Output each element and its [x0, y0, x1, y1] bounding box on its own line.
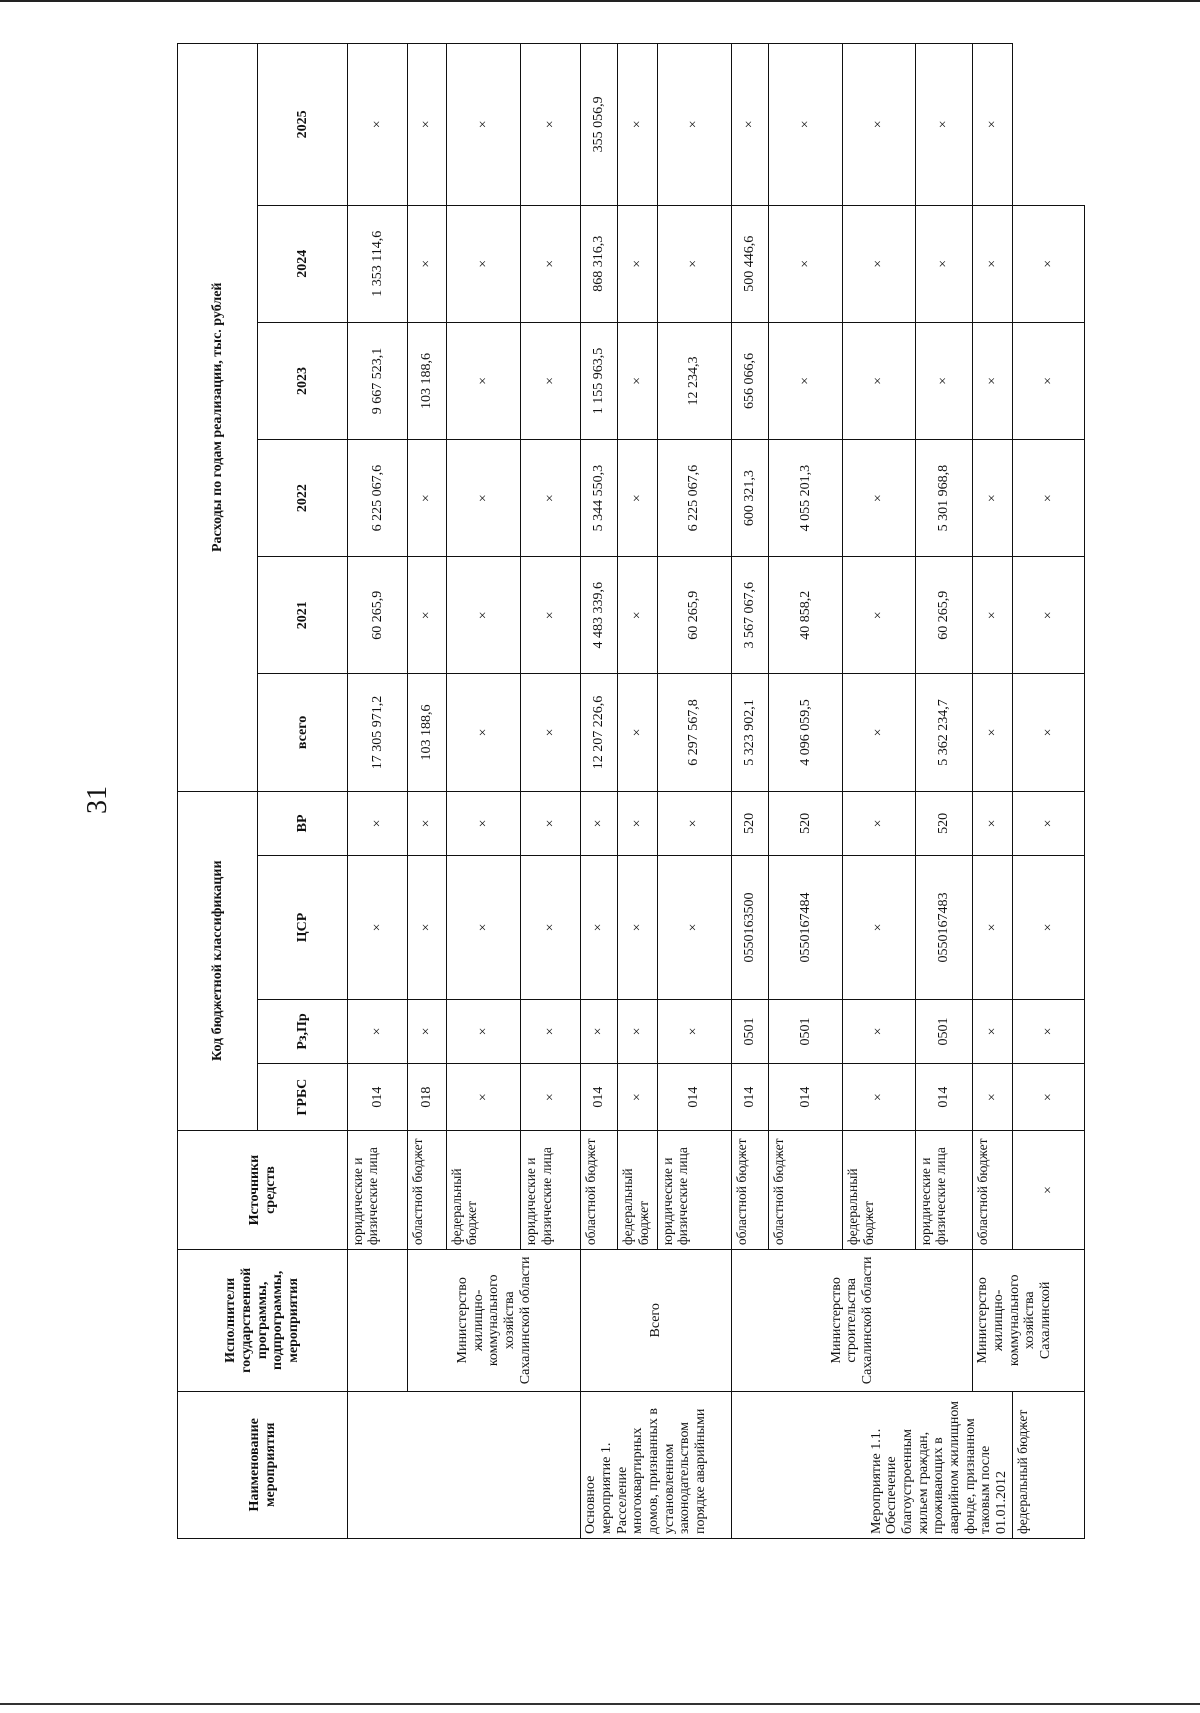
table-row	[973, 44, 1012, 1539]
vr-cell: ×	[657, 791, 731, 856]
executor-cell-total: Всего	[581, 1250, 732, 1391]
y2022-cell: 6 225 067,6	[348, 440, 408, 557]
rzpr-cell: 0501	[915, 999, 973, 1064]
col-header-expenses: Расходы по годам реализации, тыс. рублей	[178, 44, 258, 792]
y2022-cell: ×	[618, 440, 657, 557]
executor-cell-empty	[348, 1250, 408, 1391]
top-border-line	[0, 0, 1200, 2]
source-cell: юридические и физические лица	[348, 1130, 408, 1249]
vr-cell: ×	[973, 791, 1012, 856]
csr-cell: ×	[521, 856, 581, 999]
y2024-cell: ×	[915, 205, 973, 322]
grbs-cell: ×	[447, 1064, 521, 1131]
vr-cell: ×	[447, 791, 521, 856]
y2021-cell: ×	[521, 557, 581, 674]
y2024-cell: ×	[657, 205, 731, 322]
vr-cell: ×	[843, 791, 915, 856]
total-cell: ×	[521, 674, 581, 791]
event-1-1-name: Мероприятие 1.1. Обеспечение благоустроенным жильем граждан, проживающих в аварийном жилищном фонде, признанном таковым после 01.01.2012	[731, 1391, 1012, 1538]
col-header-sources: Источники средств	[178, 1130, 348, 1249]
y2021-cell: ×	[843, 557, 915, 674]
grbs-cell: 014	[657, 1064, 731, 1131]
total-cell: 5 362 234,7	[915, 674, 973, 791]
total-cell: 17 305 971,2	[348, 674, 408, 791]
total-cell: 5 323 902,1	[731, 674, 768, 791]
csr-cell: ×	[973, 856, 1012, 999]
source-cell: юридические и физические лица	[521, 1130, 581, 1249]
csr-cell: ×	[407, 856, 446, 999]
vr-cell: ×	[407, 791, 446, 856]
y2021-cell: ×	[407, 557, 446, 674]
y2022-cell: 6 225 067,6	[657, 440, 731, 557]
csr-cell: ×	[447, 856, 521, 999]
col-header-2025: 2025	[258, 44, 348, 206]
csr-cell: ×	[657, 856, 731, 999]
grbs-cell: ×	[843, 1064, 915, 1131]
y2023-cell: ×	[521, 322, 581, 439]
csr-cell: ×	[843, 856, 915, 999]
y2025-cell: ×	[618, 44, 657, 206]
y2025-cell: ×	[447, 44, 521, 206]
rzpr-cell: ×	[407, 999, 446, 1064]
grbs-cell: 014	[915, 1064, 973, 1131]
y2023-cell: ×	[843, 322, 915, 439]
total-cell: ×	[447, 674, 521, 791]
name-cell-empty	[348, 1391, 581, 1538]
total-cell: ×	[973, 674, 1012, 791]
y2021-cell: ×	[618, 557, 657, 674]
col-header-rzpr: Рз,Пр	[258, 999, 348, 1064]
y2025-cell: ×	[973, 44, 1012, 206]
table-row	[731, 44, 768, 1539]
csr-cell: ×	[1012, 999, 1084, 1064]
bottom-border-line	[0, 1703, 1200, 1705]
y2021-cell: 60 265,9	[657, 557, 731, 674]
y2025-cell: ×	[769, 44, 843, 206]
y2025-cell: ×	[731, 44, 768, 206]
y2025-cell: ×	[657, 44, 731, 206]
rotated-table-wrapper	[177, 43, 1085, 1539]
y2023-cell: ×	[973, 322, 1012, 439]
y2021-cell: ×	[447, 557, 521, 674]
y2025-cell: ×	[348, 44, 408, 206]
grbs-cell: 014	[731, 1064, 768, 1131]
y2021-cell: 40 858,2	[769, 557, 843, 674]
col-header-vr: ВР	[258, 791, 348, 856]
y2023-cell: 1 155 963,5	[581, 322, 618, 439]
y2024-cell: 1 353 114,6	[348, 205, 408, 322]
vr-cell: ×	[521, 791, 581, 856]
source-cell: федеральный бюджет	[447, 1130, 521, 1249]
y2021-cell: 4 483 339,6	[581, 557, 618, 674]
rzpr-cell: ×	[521, 999, 581, 1064]
col-header-2024: 2024	[258, 205, 348, 322]
y2024-cell: ×	[618, 205, 657, 322]
y2024-cell: ×	[973, 205, 1012, 322]
y2022-cell: 4 055 201,3	[769, 440, 843, 557]
source-cell: федеральный бюджет	[618, 1130, 657, 1249]
y2022-cell: ×	[407, 440, 446, 557]
vr-cell: ×	[581, 791, 618, 856]
grbs-cell: 018	[407, 1064, 446, 1131]
y2025-cell: ×	[521, 44, 581, 206]
y2021-cell: 60 265,9	[915, 557, 973, 674]
source-cell: областной бюджет	[581, 1130, 618, 1249]
grbs-cell: ×	[1012, 1130, 1084, 1249]
source-cell: областной бюджет	[731, 1130, 768, 1249]
y2023-cell: ×	[447, 322, 521, 439]
col-header-2021: 2021	[258, 557, 348, 674]
col-header-name: Наименование мероприятия	[178, 1391, 348, 1538]
vr-cell: ×	[1012, 856, 1084, 999]
rzpr-cell: ×	[973, 999, 1012, 1064]
col-header-csr: ЦСР	[258, 856, 348, 999]
vr-cell: ×	[618, 791, 657, 856]
col-header-budget-code: Код бюджетной классификации	[178, 791, 258, 1130]
y2022-cell: ×	[843, 440, 915, 557]
y2025-cell: ×	[915, 44, 973, 206]
y2021-cell: 3 567 067,6	[731, 557, 768, 674]
executor-cell-zhkh: Министерство жилищно-коммунального хозяйства Сахалинской	[973, 1250, 1085, 1391]
y2024-cell: ×	[843, 205, 915, 322]
source-cell: областной бюджет	[769, 1130, 843, 1249]
y2023-cell: 12 234,3	[657, 322, 731, 439]
table-row	[407, 44, 446, 1539]
rzpr-cell: 0501	[769, 999, 843, 1064]
grbs-cell: ×	[521, 1064, 581, 1131]
executor-cell-build: Министерство строительства Сахалинской области	[731, 1250, 973, 1391]
total-cell: 6 297 567,8	[657, 674, 731, 791]
y2023-cell: ×	[1012, 440, 1084, 557]
csr-cell: 0550163500	[731, 856, 768, 999]
col-header-executors: Исполнители государственной программы, подпрограммы, мероприятия	[178, 1250, 348, 1391]
source-cell: федеральный бюджет	[843, 1130, 915, 1249]
y2024-cell: ×	[1012, 322, 1084, 439]
y2022-cell: ×	[447, 440, 521, 557]
vr-cell: 520	[769, 791, 843, 856]
source-cell: юридические и физические лица	[915, 1130, 973, 1249]
vr-cell: 520	[731, 791, 768, 856]
y2021-cell: 60 265,9	[348, 557, 408, 674]
rzpr-cell: ×	[348, 999, 408, 1064]
y2021-cell: ×	[1012, 674, 1084, 791]
rzpr-cell: ×	[1012, 1064, 1084, 1131]
source-cell: областной бюджет	[973, 1130, 1012, 1249]
page-number: 31	[82, 786, 113, 814]
grbs-cell: ×	[618, 1064, 657, 1131]
total-cell: ×	[1012, 791, 1084, 856]
executor-cell: Министерство жилищно-коммунального хозяйства Сахалинской области	[407, 1250, 580, 1391]
y2021-cell: ×	[973, 557, 1012, 674]
source-cell: областной бюджет	[407, 1130, 446, 1249]
rzpr-cell: 0501	[731, 999, 768, 1064]
y2022-cell: 600 321,3	[731, 440, 768, 557]
rzpr-cell: ×	[581, 999, 618, 1064]
source-cell: федеральный бюджет	[1012, 1391, 1084, 1538]
total-cell: 103 188,6	[407, 674, 446, 791]
y2023-cell: 656 066,6	[731, 322, 768, 439]
col-header-total: всего	[258, 674, 348, 791]
y2023-cell: 103 188,6	[407, 322, 446, 439]
y2023-cell: 9 667 523,1	[348, 322, 408, 439]
total-cell: ×	[618, 674, 657, 791]
col-header-2023: 2023	[258, 322, 348, 439]
y2024-cell: ×	[407, 205, 446, 322]
vr-cell: 520	[915, 791, 973, 856]
vr-cell: ×	[348, 791, 408, 856]
y2023-cell: ×	[915, 322, 973, 439]
y2024-cell: ×	[447, 205, 521, 322]
y2024-cell: ×	[769, 205, 843, 322]
y2025-cell: ×	[1012, 205, 1084, 322]
total-cell: 12 207 226,6	[581, 674, 618, 791]
budget-table	[177, 43, 1085, 1539]
y2022-cell: 5 301 968,8	[915, 440, 973, 557]
y2025-cell: ×	[843, 44, 915, 206]
csr-cell: ×	[348, 856, 408, 999]
col-header-2022: 2022	[258, 440, 348, 557]
y2024-cell: ×	[521, 205, 581, 322]
total-cell: 4 096 059,5	[769, 674, 843, 791]
y2022-cell: ×	[521, 440, 581, 557]
y2025-cell: 355 056,9	[581, 44, 618, 206]
csr-cell: 0550167483	[915, 856, 973, 999]
grbs-cell: 014	[348, 1064, 408, 1131]
grbs-cell: 014	[581, 1064, 618, 1131]
rzpr-cell: ×	[657, 999, 731, 1064]
y2024-cell: 868 316,3	[581, 205, 618, 322]
y2022-cell: ×	[1012, 557, 1084, 674]
total-cell: ×	[843, 674, 915, 791]
grbs-cell: ×	[973, 1064, 1012, 1131]
csr-cell: ×	[618, 856, 657, 999]
event-1-name: Основное мероприятие 1. Расселение многоквартирных домов, признанных в установленном законодательством порядке аварийными	[581, 1391, 732, 1538]
source-cell: юридические и физические лица	[657, 1130, 731, 1249]
csr-cell: ×	[581, 856, 618, 999]
rzpr-cell: ×	[447, 999, 521, 1064]
y2022-cell: ×	[973, 440, 1012, 557]
table-row	[348, 44, 408, 1539]
grbs-cell: 014	[769, 1064, 843, 1131]
y2025-cell: ×	[407, 44, 446, 206]
y2024-cell: 500 446,6	[731, 205, 768, 322]
y2022-cell: 5 344 550,3	[581, 440, 618, 557]
y2023-cell: ×	[769, 322, 843, 439]
rzpr-cell: ×	[843, 999, 915, 1064]
rzpr-cell: ×	[618, 999, 657, 1064]
col-header-grbs: ГРБС	[258, 1064, 348, 1131]
y2023-cell: ×	[618, 322, 657, 439]
table-row	[581, 44, 618, 1539]
csr-cell: 0550167484	[769, 856, 843, 999]
